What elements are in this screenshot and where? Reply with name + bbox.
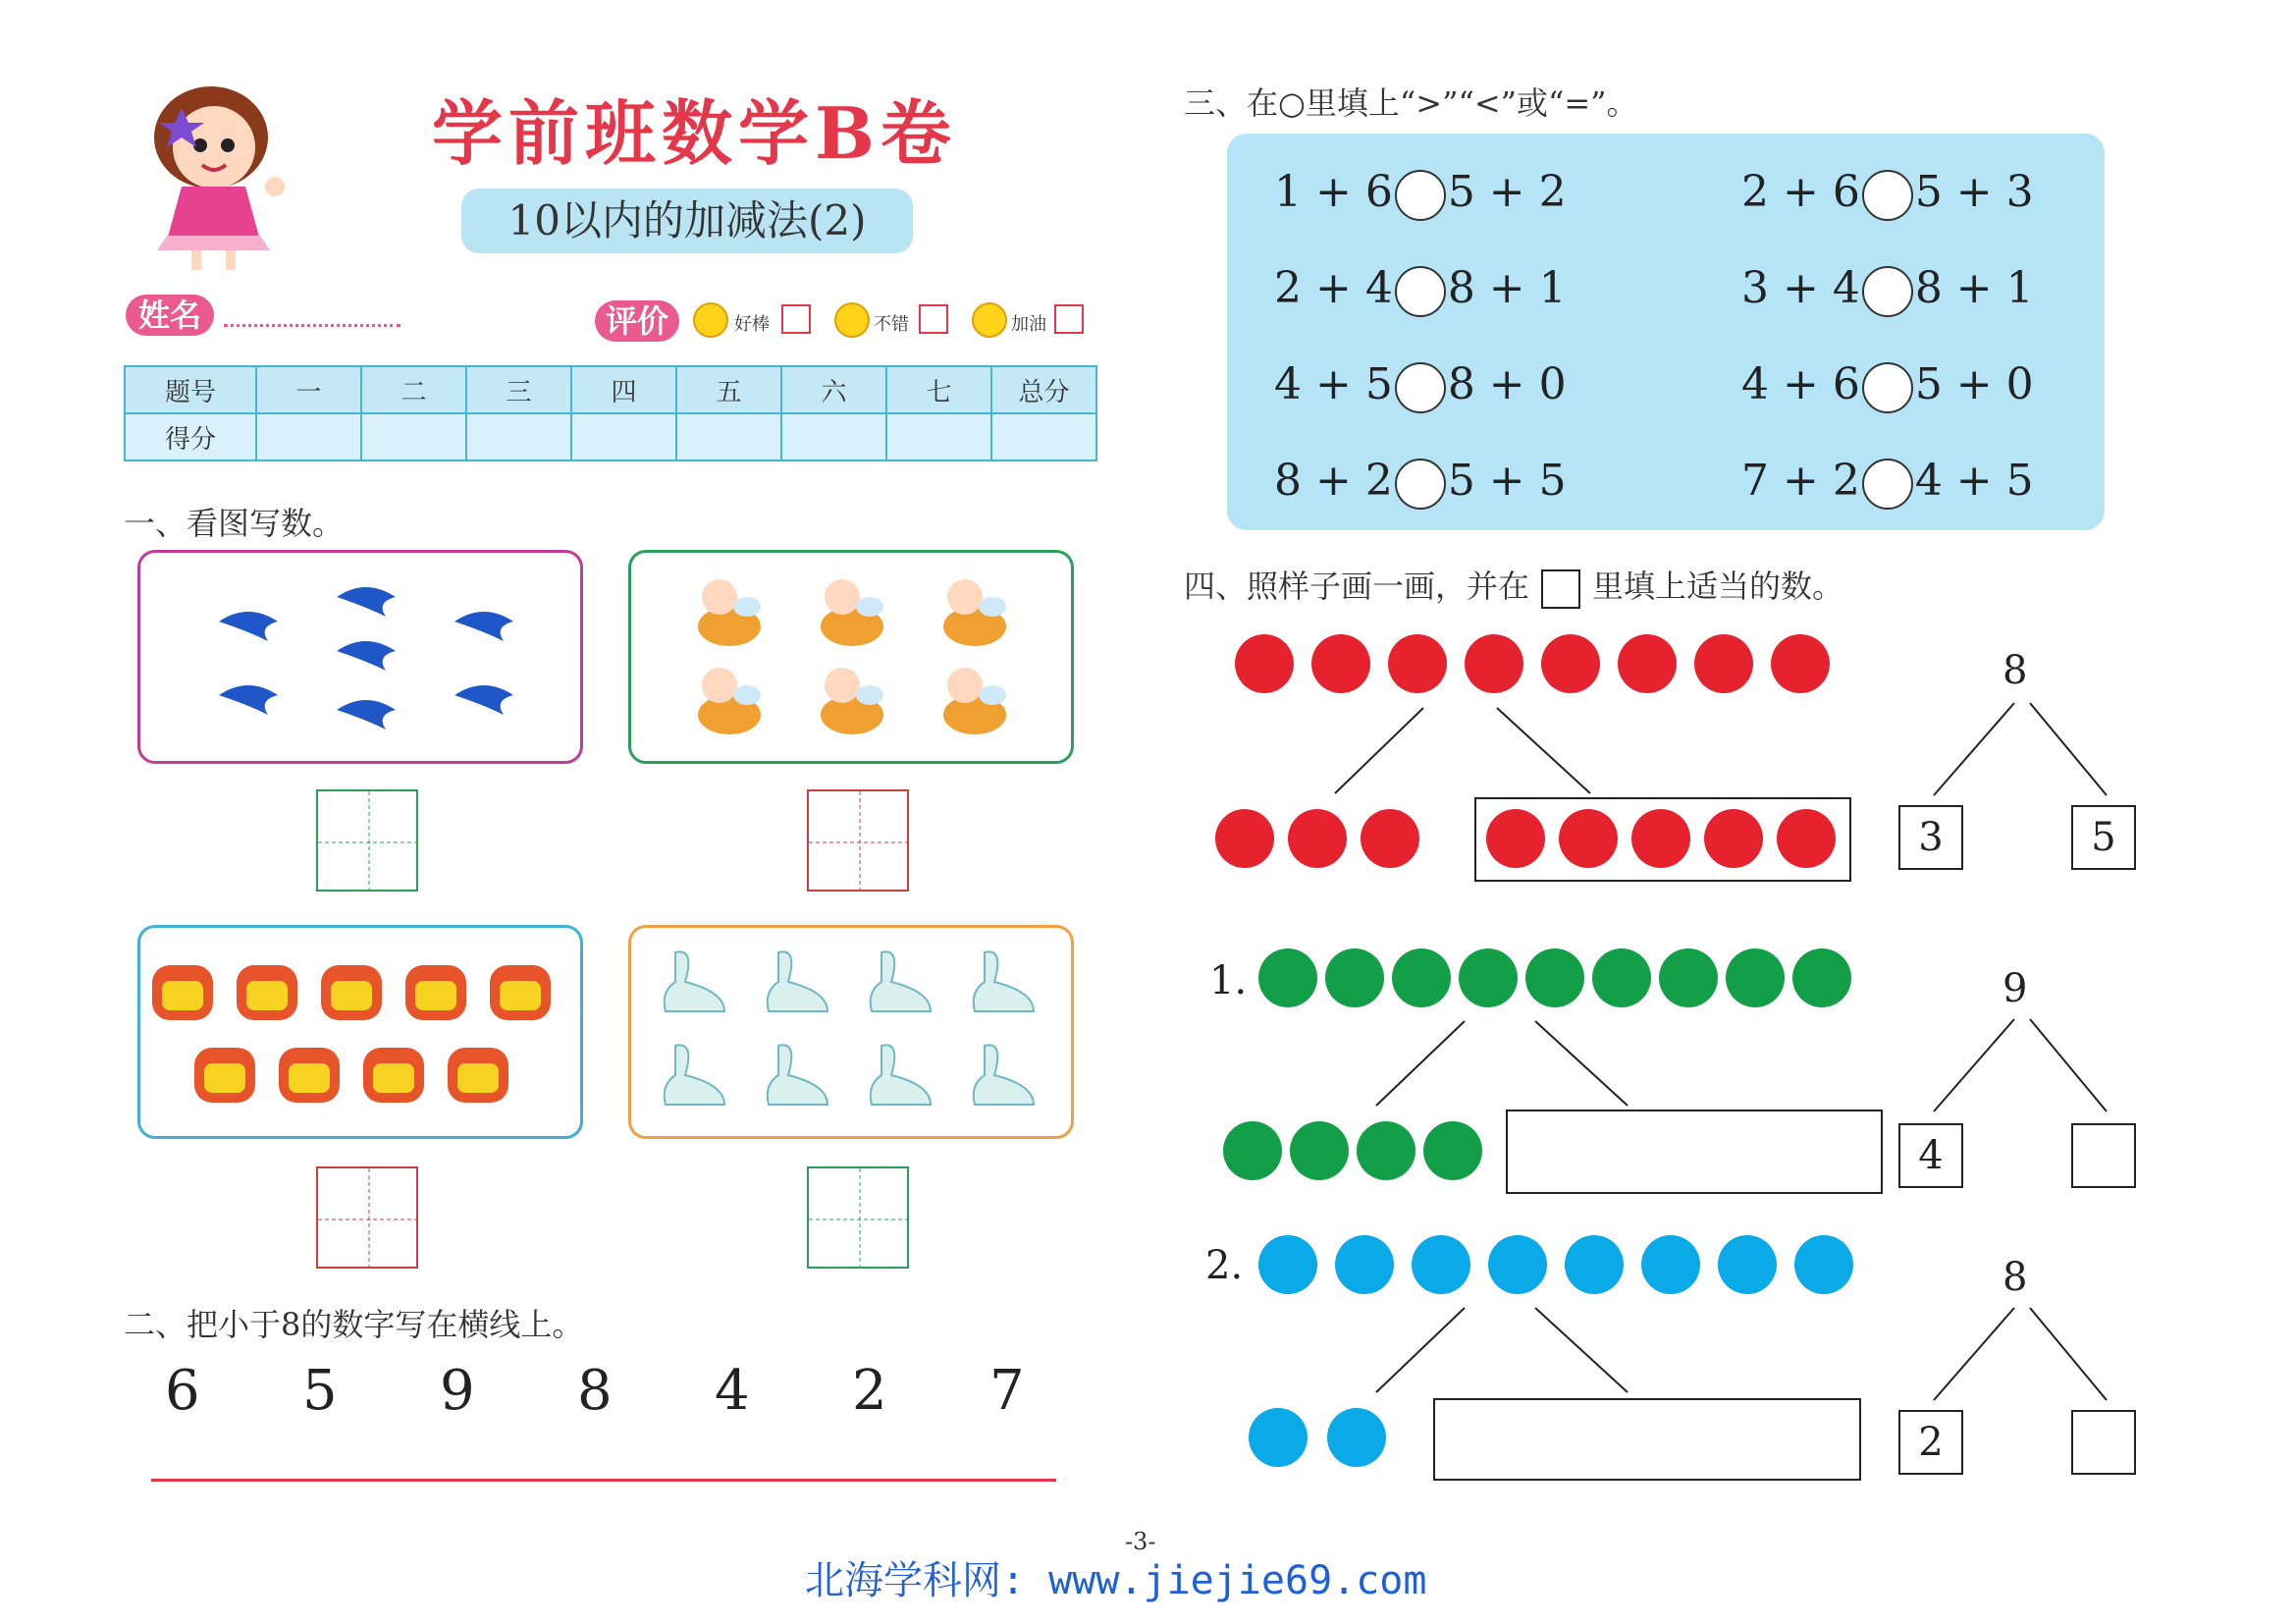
- expr-right: 5 + 0: [1914, 359, 2034, 409]
- blue-dot: [1565, 1235, 1624, 1294]
- green-dot: [1592, 948, 1651, 1007]
- blue-dot: [1258, 1235, 1317, 1294]
- q4-instruction-part1: 四、照样子画一画，并在: [1184, 568, 1530, 605]
- answer-grid-box[interactable]: [316, 1166, 418, 1269]
- q1-instruction: 一、看图写数。: [124, 505, 345, 542]
- green-dot: [1325, 948, 1384, 1007]
- answer-grid-box[interactable]: [807, 1166, 909, 1269]
- picture-box-bees: [628, 550, 1074, 764]
- tree-right-box: 5: [2071, 805, 2136, 870]
- number-item: 6: [165, 1359, 200, 1423]
- score-cell[interactable]: [256, 413, 361, 460]
- expr-left: 4 + 5: [1274, 359, 1393, 409]
- page-number: -3-: [1125, 1528, 1156, 1555]
- score-table: [124, 365, 1097, 461]
- tree-lines: [1924, 701, 2120, 799]
- eval-option-label: 好棒: [734, 314, 770, 335]
- score-header: 二: [361, 366, 466, 413]
- score-cell[interactable]: [571, 413, 676, 460]
- green-dot: [1357, 1121, 1415, 1180]
- expr-right: 8 + 0: [1447, 359, 1567, 409]
- green-dot: [1726, 948, 1785, 1007]
- eval-option-label: 不错: [874, 314, 909, 335]
- expr-right: 8 + 1: [1447, 263, 1567, 313]
- score-header: 四: [571, 366, 676, 413]
- bee-icon: [631, 553, 1071, 761]
- green-dot: [1459, 948, 1518, 1007]
- red-dot: [1541, 634, 1600, 693]
- number-item: 8: [577, 1359, 613, 1423]
- score-header: 六: [781, 366, 886, 413]
- score-cell[interactable]: [676, 413, 781, 460]
- green-dot: [1290, 1121, 1349, 1180]
- answer-circle[interactable]: [1862, 362, 1913, 413]
- score-cell[interactable]: [361, 413, 466, 460]
- green-dot: [1392, 948, 1451, 1007]
- number-item: 2: [852, 1359, 887, 1423]
- picture-box-birds: [137, 550, 583, 764]
- expr-left: 3 + 4: [1741, 263, 1860, 313]
- score-cell[interactable]: [991, 413, 1096, 460]
- tree-lines: [1924, 1017, 2120, 1115]
- expr-right: 4 + 5: [1914, 456, 2034, 506]
- number-item: 5: [302, 1359, 338, 1423]
- eval-checkbox-good[interactable]: [781, 304, 811, 334]
- bird-icon: [140, 553, 580, 761]
- blue-dot: [1249, 1408, 1308, 1467]
- instruction-box-icon: [1541, 569, 1580, 609]
- red-dot: [1771, 634, 1830, 693]
- comparison-row: [1741, 263, 2034, 317]
- tree-right-input[interactable]: [2071, 1410, 2136, 1475]
- eval-option-label: 加油: [1011, 314, 1046, 335]
- red-dot: [1777, 809, 1836, 868]
- girl-mascot-icon: [137, 69, 294, 275]
- answer-circle[interactable]: [1395, 362, 1446, 413]
- expr-right: 5 + 3: [1914, 167, 2034, 217]
- page-subtitle: 10以内的加减法(2): [461, 189, 913, 253]
- answer-line[interactable]: [151, 1479, 1056, 1482]
- split-lines: [1370, 1304, 1645, 1402]
- expr-left: 4 + 6: [1741, 359, 1860, 409]
- tree-left-box: 4: [1898, 1123, 1963, 1188]
- comparison-row: [1274, 167, 1567, 221]
- comparison-row: [1274, 456, 1567, 510]
- blue-dot: [1718, 1235, 1777, 1294]
- eval-checkbox-ok[interactable]: [919, 304, 948, 334]
- red-dot: [1215, 809, 1274, 868]
- number-item: 9: [440, 1359, 475, 1423]
- draw-answer-rect[interactable]: [1506, 1110, 1883, 1194]
- tree-left-box: 3: [1898, 805, 1963, 870]
- green-dot: [1525, 948, 1584, 1007]
- green-dot: [1223, 1121, 1282, 1180]
- expr-left: 1 + 6: [1274, 167, 1393, 217]
- smile-ok-icon: [834, 302, 870, 338]
- blue-dot: [1641, 1235, 1700, 1294]
- green-dot: [1792, 948, 1851, 1007]
- expr-left: 8 + 2: [1274, 456, 1393, 506]
- tree-total: 8: [2002, 648, 2028, 693]
- number-item: 4: [715, 1359, 750, 1423]
- answer-circle[interactable]: [1862, 170, 1913, 221]
- blue-dot: [1794, 1235, 1853, 1294]
- score-header: 三: [466, 366, 571, 413]
- blue-dot: [1327, 1408, 1386, 1467]
- score-cell[interactable]: [466, 413, 571, 460]
- draw-answer-rect[interactable]: [1433, 1398, 1861, 1481]
- red-dot: [1486, 809, 1545, 868]
- picture-box-swans: [628, 925, 1074, 1139]
- score-header: 一: [256, 366, 361, 413]
- red-dot: [1631, 809, 1690, 868]
- name-line[interactable]: [224, 324, 400, 327]
- answer-circle[interactable]: [1395, 459, 1446, 510]
- red-dot: [1694, 634, 1753, 693]
- answer-circle[interactable]: [1862, 459, 1913, 510]
- green-dot: [1423, 1121, 1482, 1180]
- number-item: 7: [989, 1359, 1025, 1423]
- score-header: 五: [676, 366, 781, 413]
- score-cell[interactable]: [886, 413, 991, 460]
- expr-left: 7 + 2: [1741, 456, 1860, 506]
- red-dot: [1288, 809, 1347, 868]
- red-dot: [1311, 634, 1370, 693]
- q4-instruction: [1184, 562, 1843, 609]
- tree-total: 9: [2002, 966, 2028, 1011]
- page-title: 学前班数学B卷: [432, 91, 957, 175]
- tree-right-input[interactable]: [2071, 1123, 2136, 1188]
- score-header: 七: [886, 366, 991, 413]
- expr-right: 5 + 5: [1447, 456, 1567, 506]
- eval-checkbox-try[interactable]: [1054, 304, 1084, 334]
- q2-instruction: 二、把小于8的数字写在横线上。: [124, 1306, 584, 1343]
- answer-circle[interactable]: [1395, 170, 1446, 221]
- red-dot: [1388, 634, 1447, 693]
- backpack-icon: [140, 928, 580, 1136]
- blue-dot: [1335, 1235, 1394, 1294]
- blue-dot: [1412, 1235, 1470, 1294]
- item-label: 2.: [1205, 1243, 1244, 1288]
- item-label: 1.: [1209, 958, 1248, 1003]
- red-dot: [1559, 809, 1618, 868]
- smile-happy-icon: [693, 302, 728, 338]
- red-dot: [1465, 634, 1523, 693]
- comparison-row: [1741, 167, 2034, 221]
- q3-instruction: 三、在○里填上“>”“<”或“=”。: [1184, 84, 1638, 122]
- smile-sad-icon: [972, 302, 1007, 338]
- answer-circle[interactable]: [1862, 266, 1913, 317]
- comparison-row: [1274, 263, 1567, 317]
- score-row-label: 得分: [125, 413, 256, 460]
- green-dot: [1659, 948, 1718, 1007]
- comparison-row: [1741, 359, 2034, 413]
- tree-lines: [1924, 1306, 2120, 1404]
- tree-left-box: 2: [1898, 1410, 1963, 1475]
- q4-instruction-part2: 里填上适当的数。: [1592, 568, 1844, 605]
- expr-left: 2 + 4: [1274, 263, 1393, 313]
- split-lines: [1370, 1017, 1645, 1115]
- red-dot: [1618, 634, 1677, 693]
- red-dot: [1235, 634, 1294, 693]
- blue-dot: [1488, 1235, 1547, 1294]
- answer-grid-box[interactable]: [316, 789, 418, 892]
- expr-right: 5 + 2: [1447, 167, 1567, 217]
- comparison-row: [1274, 359, 1567, 413]
- red-dot: [1704, 809, 1763, 868]
- eval-label: 评价: [595, 300, 679, 342]
- red-dot: [1361, 809, 1419, 868]
- expr-right: 8 + 1: [1914, 263, 2034, 313]
- comparison-row: [1741, 456, 2034, 510]
- answer-circle[interactable]: [1395, 266, 1446, 317]
- green-dot: [1258, 948, 1317, 1007]
- name-label: 姓名: [126, 295, 214, 336]
- score-header: 总分: [991, 366, 1096, 413]
- picture-box-backpacks: [137, 925, 583, 1139]
- footer-site-link[interactable]: 北海学科网: www.jiejie69.com: [805, 1558, 1427, 1603]
- answer-grid-box[interactable]: [807, 789, 909, 892]
- split-lines: [1315, 703, 1610, 801]
- score-cell[interactable]: [781, 413, 886, 460]
- score-header: 题号: [125, 366, 256, 413]
- swan-icon: [631, 928, 1071, 1136]
- tree-total: 8: [2002, 1255, 2028, 1300]
- expr-left: 2 + 6: [1741, 167, 1860, 217]
